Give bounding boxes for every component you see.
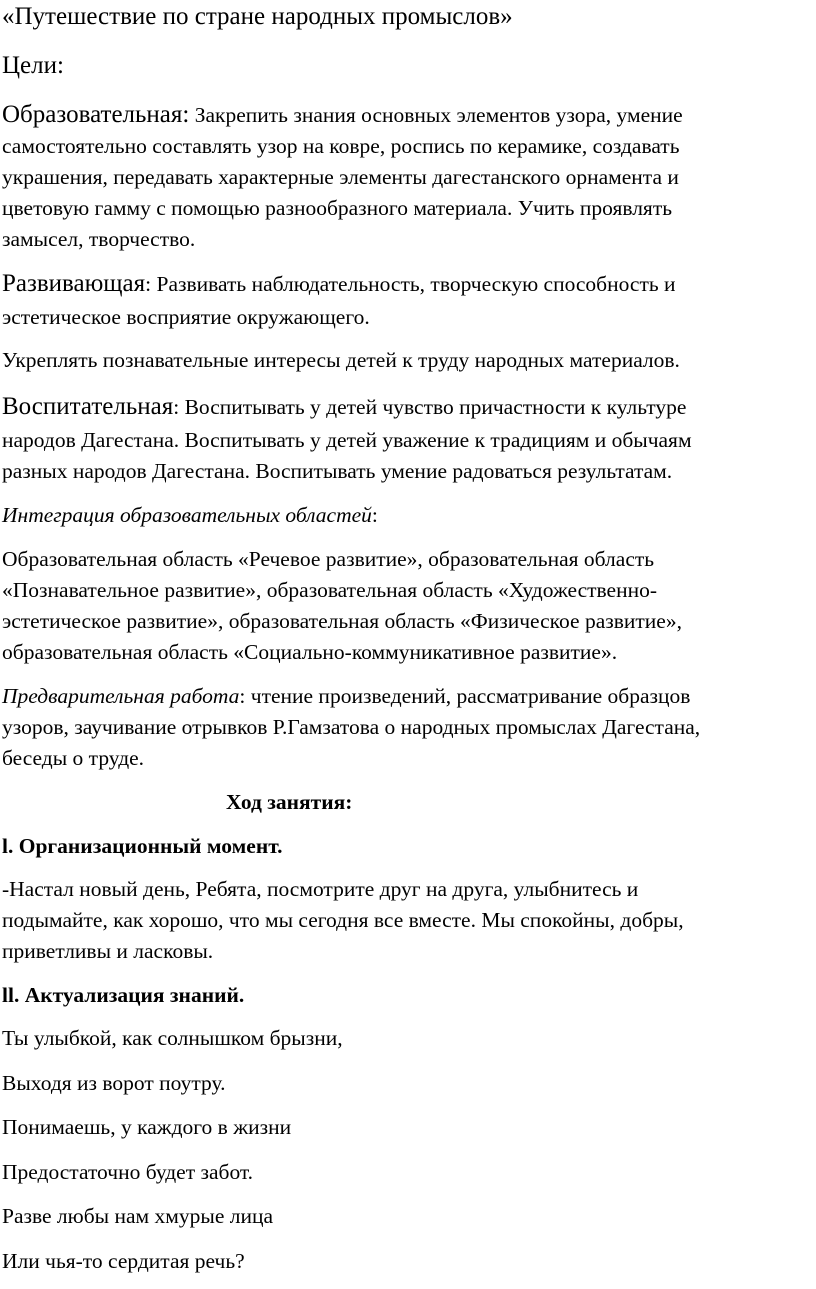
upbringing-goal-label: Воспитательная <box>2 393 174 420</box>
developing-goal-line: эстетическое восприятие окружающего. <box>2 305 370 329</box>
integration-text-line: «Познавательное развитие», образовательная область «Художественно- <box>2 578 658 602</box>
poem-line: Понимаешь, у каждого в жизни <box>2 1115 292 1139</box>
integration-text-line: Образовательная область «Речевое развитие», образовательная область <box>2 547 655 571</box>
section-1-text-line: приветливы и ласковы. <box>2 939 214 963</box>
integration-text-line: образовательная область «Социально-коммуникативное развитие». <box>2 640 618 664</box>
developing-goal-extra: Укреплять познавательные интересы детей к труду народных материалов. <box>2 348 680 372</box>
preliminary-line: беседы о труде. <box>2 746 145 770</box>
integration-heading: Интеграция образовательных областей: <box>2 503 378 527</box>
educational-goal-line: самостоятельно составлять узор на ковре, роспись по керамике, создавать <box>2 134 680 158</box>
section-1-text-line: -Настал новый день, Ребята, посмотрите друг на друга, улыбнитесь и <box>2 877 639 901</box>
integration-label: Интеграция образовательных областей <box>2 503 372 527</box>
upbringing-goal-line: разных народов Дагестана. Воспитывать умение радоваться результатам. <box>2 459 673 483</box>
poem-line: Предостаточно будет забот. <box>2 1160 254 1184</box>
lesson-heading: Ход занятия: <box>226 790 353 814</box>
document-title: «Путешествие по стране народных промыслов» <box>2 3 513 30</box>
preliminary-label: Предварительная работа <box>2 684 240 708</box>
goals-heading: Цели: <box>2 52 64 79</box>
section-2-heading: ll. Актуализация знаний. <box>2 983 245 1007</box>
educational-goal-line: украшения, передавать характерные элементы дагестанского орнамента и <box>2 165 679 189</box>
preliminary-line: Предварительная работа: чтение произведений, рассматривание образцов <box>2 684 691 708</box>
educational-goal-line: Образовательная: Закрепить знания основных элементов узора, умение <box>2 101 683 128</box>
preliminary-line: узоров, заучивание отрывков Р.Гамзатова о народных промыслах Дагестана, <box>2 715 701 739</box>
upbringing-goal-line: народов Дагестана. Воспитывать у детей уважение к традициям и обычаям <box>2 428 692 452</box>
educational-goal-line: цветовую гамму с помощью разнообразного материала. Учить проявлять <box>2 196 673 220</box>
poem-line: Или чья-то сердитая речь? <box>2 1249 245 1273</box>
section-1-heading: l. Организационный момент. <box>2 834 283 858</box>
section-1-text-line: подымайте, как хорошо, что мы сегодня все вместе. Мы спокойны, добры, <box>2 908 684 932</box>
upbringing-goal-line: Воспитательная: Воспитывать у детей чувство причастности к культуре <box>2 393 687 420</box>
developing-goal-label: Развивающая <box>2 270 146 297</box>
developing-goal-line: Развивающая: Развивать наблюдательность, творческую способность и <box>2 270 676 297</box>
poem-line: Ты улыбкой, как солнышком брызни, <box>2 1026 343 1050</box>
poem-line: Разве любы нам хмурые лица <box>2 1204 274 1228</box>
integration-text-line: эстетическое развитие», образовательная область «Физическое развитие», <box>2 609 682 633</box>
poem-line: Выходя из ворот поутру. <box>2 1071 226 1095</box>
educational-goal-line: замысел, творчество. <box>2 227 196 251</box>
educational-goal-label: Образовательная: <box>2 101 190 128</box>
